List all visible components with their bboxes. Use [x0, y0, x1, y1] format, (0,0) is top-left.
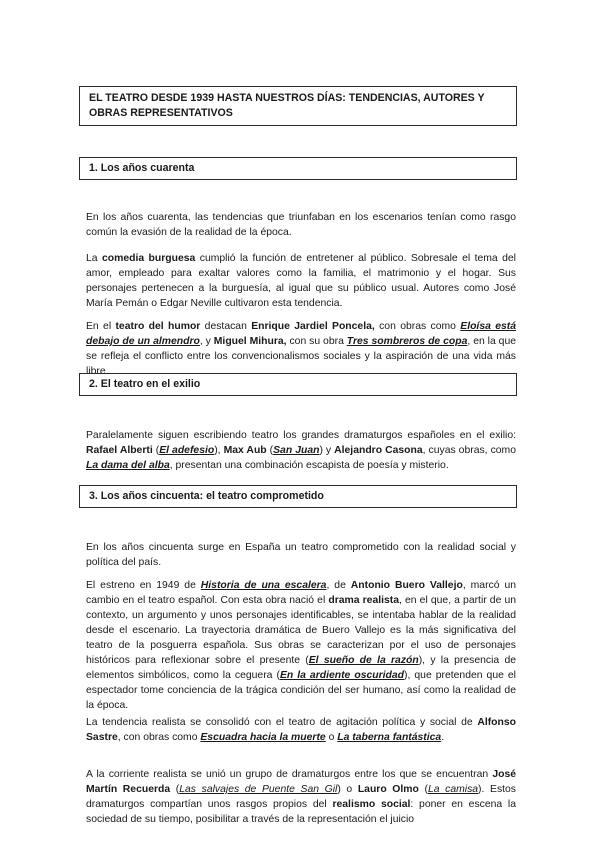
work-title: Escuadra hacia la muerte — [200, 732, 326, 743]
paragraph: Paralelamente siguen escribiendo teatro los grandes dramaturgos españoles en el exilio: Rafael Alberti (El adefesio), Max Aub (San Juan) y Alejandro Casona, cuyas obras, como La dama del alba, presentan una combinación escapista de poesía y misterio. — [86, 430, 516, 471]
work-title: En la ardiente oscuridad — [279, 670, 405, 681]
section-heading: 1. Los años cuarenta — [89, 162, 195, 174]
paragraph: La comedia burguesa cumplió la función de entretener al público. Sobresale el tema del amor, empleado para exaltar valores como la familia, el matrimonio y el hogar. Sus personajes pertenecen a la burguesía, al igual que su público usual. Autores como José María Pemán o Edgar Neville cultivaron esta tendencia. — [86, 253, 516, 309]
paragraph: La tendencia realista se consolidó con el teatro de agitación política y social de Alfonso Sastre, con obras como Escuadra hacia la muerte o La taberna fantástica. — [86, 717, 516, 743]
paragraph: En el teatro del humor destacan Enrique Jardiel Poncela, con obras como Eloísa está debajo de un almendro, y Miguel Mihura, con su obra Tres sombreros de copa, en la que se refleja el conflicto entre los convencionalismos sociales y la aspiración de una vida más libre. — [86, 321, 517, 377]
work-title: Las salvajes de Puente San Gil — [179, 784, 338, 795]
work-title: La taberna fantástica — [337, 732, 442, 743]
document-title-box — [79, 86, 517, 126]
section-heading: 2. El teatro en el exilio — [89, 378, 201, 390]
work-title: San Juan — [273, 445, 320, 456]
section-heading-box-2 — [79, 373, 517, 396]
document-title: EL TEATRO DESDE 1939 HASTA NUESTROS DÍAS: TENDENCIAS, AUTORES Y OBRAS REPRESENTATIVOS — [89, 92, 485, 119]
paragraph: En los años cincuenta surge en España un teatro comprometido con la realidad social y política del país. — [86, 542, 516, 568]
work-title: Eloísa está debajo de un almendro — [86, 321, 517, 347]
section-heading: 3. Los años cincuenta: el teatro comprometido — [89, 490, 324, 502]
section-heading-box-3 — [79, 485, 517, 508]
work-title: La dama del alba — [86, 460, 170, 471]
paragraph: En los años cuarenta, las tendencias que triunfaban en los escenarios tenían como rasgo común la evasión de la realidad de la época. — [86, 212, 516, 238]
paragraph: A la corriente realista se unió un grupo de dramaturgos entre los que se encuentran José Martín Recuerda (Las salvajes de Puente San Gil) o Lauro Olmo (La camisa). Estos dramaturgos compartían unos rasgos propios del realismo social: poner en escena la sociedad de su tiempo, posibilitar a través de la representación el juicio — [86, 769, 517, 825]
work-title: La camisa — [427, 784, 479, 795]
paragraph: El estreno en 1949 de Historia de una escalera, de Antonio Buero Vallejo, marcó un cambio en el teatro español. Con esta obra nació el drama realista, en el que, a partir de un contexto, un argumento y unos personajes identificables, se intentaba hablar de la realidad desde el escenario. La trayectoria dramática de Buero Vallejo es la más significativa del teatro de la posguerra española. Sus obras se caracterizan por el uso de personajes históricos para reflexionar sobre el presente (El sueño de la razón), y la presencia de elementos simbólicos, como la ceguera (En la ardiente oscuridad), que pretenden que el espectador tome conciencia de la trágica condición del ser humano, así como la realidad de la época. — [86, 580, 517, 711]
work-title: Tres sombreros de copa — [346, 336, 468, 347]
work-title: El sueño de la razón — [308, 655, 419, 666]
work-title: El adefesio — [159, 445, 215, 456]
work-title: Historia de una escalera — [200, 580, 327, 591]
section-heading-box-1 — [79, 157, 517, 180]
